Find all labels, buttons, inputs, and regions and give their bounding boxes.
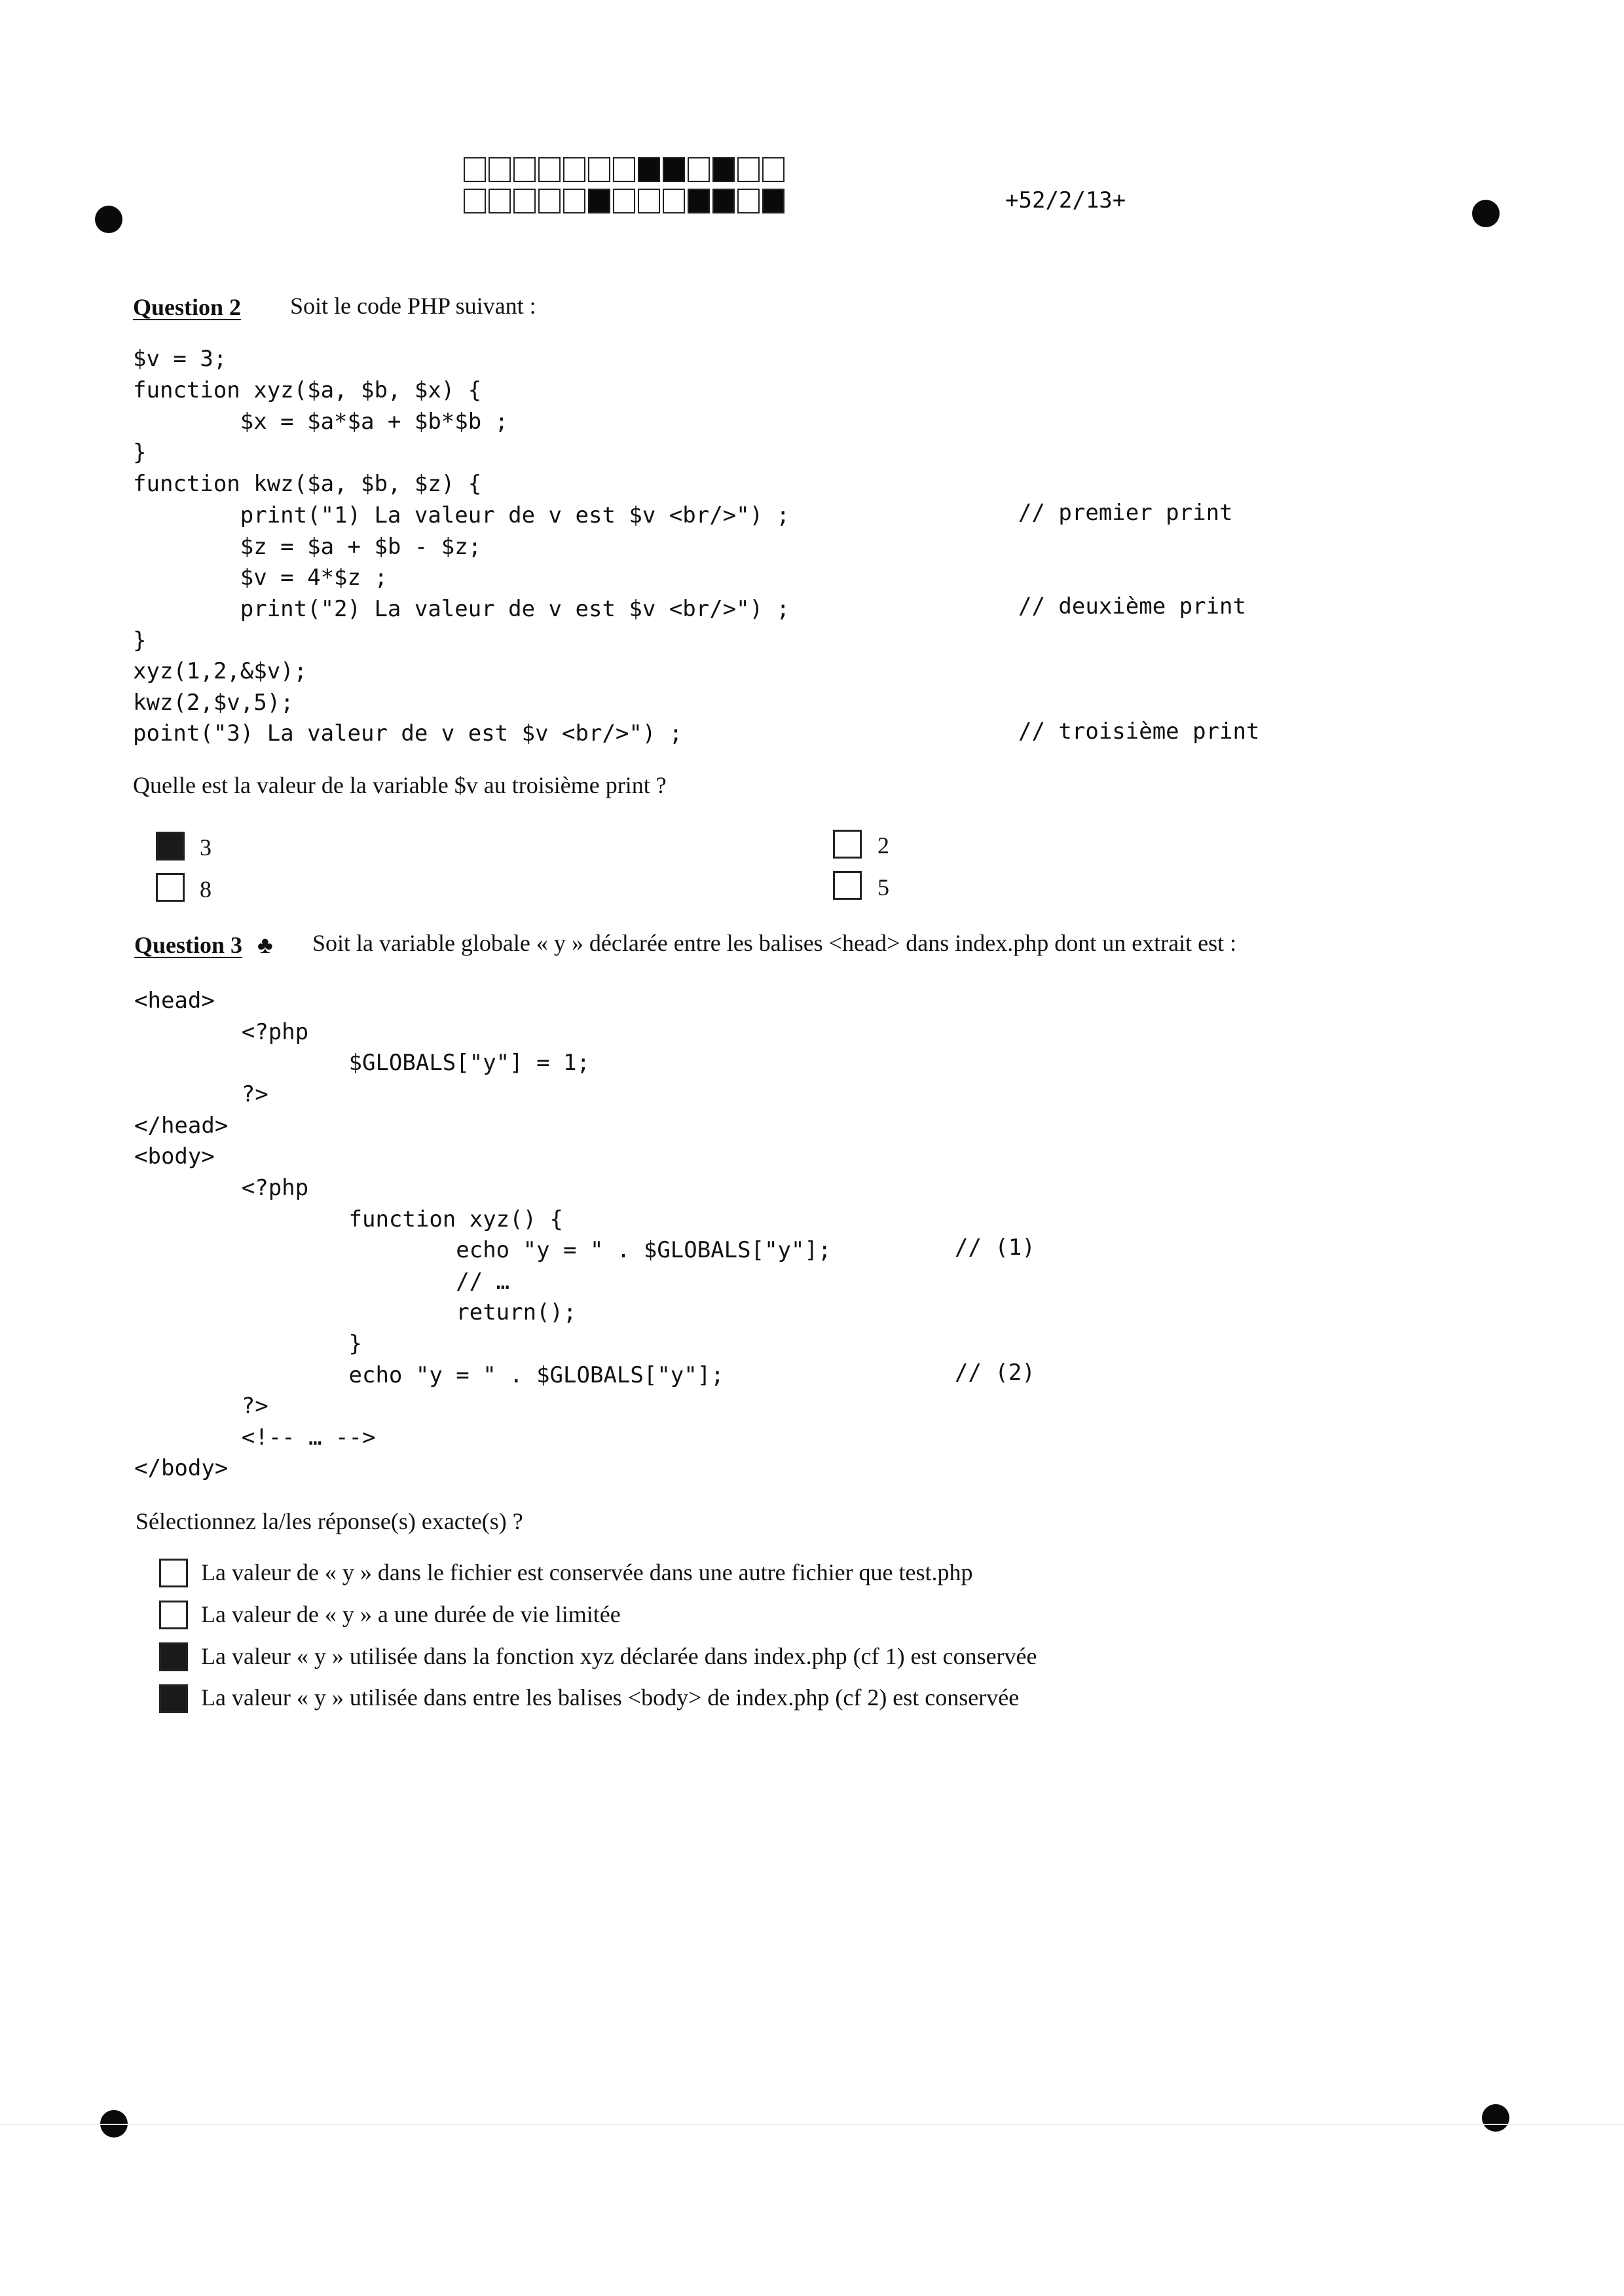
question-2-text: Quelle est la valeur de la variable $v au troisième print ? bbox=[133, 772, 667, 798]
code-line: </body> bbox=[134, 1455, 229, 1481]
code-line: xyz(1,2,&$v); bbox=[133, 658, 308, 684]
answer-label: 2 bbox=[877, 832, 889, 859]
code-line: <?php bbox=[134, 1019, 309, 1045]
barcode-cell bbox=[563, 189, 585, 213]
code-comment: // troisième print bbox=[1018, 718, 1260, 745]
barcode-cell bbox=[712, 157, 735, 182]
barcode-cell bbox=[638, 189, 660, 213]
barcode-cell bbox=[588, 157, 610, 182]
answer-label: La valeur de « y » dans le fichier est conservée dans une autre fichier que test.php bbox=[201, 1559, 973, 1585]
answer-label: 5 bbox=[877, 874, 889, 900]
code-line: print("2) La valeur de v est $v <br/>") ; bbox=[133, 596, 790, 622]
barcode-cell bbox=[663, 189, 685, 213]
registration-mark-bottom-right bbox=[1482, 2104, 1509, 2132]
code-line: <?php bbox=[134, 1175, 309, 1201]
code-line: $x = $a*$a + $b*$b ; bbox=[133, 409, 509, 435]
answer-checkbox[interactable] bbox=[156, 873, 185, 902]
barcode-cell bbox=[563, 157, 585, 182]
question-3-prompt: Soit la variable globale « y » déclarée entre les balises <head> dans index.php dont un extrait est : bbox=[312, 930, 1237, 956]
answer-checkbox[interactable] bbox=[833, 871, 862, 900]
code-line: return(); bbox=[134, 1299, 577, 1325]
barcode-row-1 bbox=[464, 157, 787, 182]
code-line: echo "y = " . $GLOBALS["y"]; bbox=[134, 1237, 832, 1263]
answer-checkbox[interactable] bbox=[833, 830, 862, 859]
barcode-cell bbox=[538, 157, 561, 182]
code-line: $v = 3; bbox=[133, 346, 227, 372]
code-line: ?> bbox=[134, 1081, 268, 1107]
barcode-cell bbox=[613, 189, 635, 213]
code-line: } bbox=[133, 627, 147, 654]
barcode-cell bbox=[464, 157, 486, 182]
barcode-cell bbox=[489, 189, 511, 213]
code-line: $v = 4*$z ; bbox=[133, 565, 388, 591]
code-line: </head> bbox=[134, 1113, 229, 1139]
answer-checkbox[interactable] bbox=[159, 1684, 188, 1713]
registration-mark-top-right bbox=[1472, 200, 1500, 227]
code-line: echo "y = " . $GLOBALS["y"]; bbox=[134, 1362, 724, 1388]
barcode-cell bbox=[663, 157, 685, 182]
barcode-cell bbox=[688, 157, 710, 182]
answer-checkbox[interactable] bbox=[159, 1559, 188, 1587]
barcode-row-2 bbox=[464, 189, 787, 213]
code-line: ?> bbox=[134, 1393, 268, 1419]
barcode-cell bbox=[513, 189, 536, 213]
code-line: function xyz($a, $b, $x) { bbox=[133, 377, 482, 403]
scan-edge-line bbox=[0, 2124, 1624, 2125]
barcode-cell bbox=[712, 189, 735, 213]
answer-label: La valeur de « y » a une durée de vie limitée bbox=[201, 1601, 621, 1627]
barcode-cell bbox=[737, 157, 760, 182]
code-comment: // (1) bbox=[955, 1234, 1035, 1261]
code-line: <head> bbox=[134, 988, 215, 1014]
barcode-cell bbox=[513, 157, 536, 182]
barcode-cell bbox=[737, 189, 760, 213]
barcode-cell bbox=[538, 189, 561, 213]
barcode-cell bbox=[489, 157, 511, 182]
club-icon: ♣ bbox=[257, 932, 273, 958]
code-line: point("3) La valeur de v est $v <br/>") ; bbox=[133, 720, 683, 747]
code-line: <!-- … --> bbox=[134, 1424, 376, 1451]
registration-mark-top-left bbox=[95, 206, 122, 233]
code-line: kwz(2,$v,5); bbox=[133, 690, 294, 716]
barcode-cell bbox=[762, 157, 784, 182]
code-line: function kwz($a, $b, $z) { bbox=[133, 471, 482, 497]
code-line: } bbox=[134, 1331, 362, 1357]
question-2-prompt: Soit le code PHP suivant : bbox=[290, 293, 536, 319]
code-line: } bbox=[133, 439, 147, 466]
page-id: +52/2/13+ bbox=[1005, 187, 1126, 213]
code-line: // … bbox=[134, 1268, 510, 1295]
barcode-cell bbox=[688, 189, 710, 213]
answer-checkbox[interactable] bbox=[159, 1642, 188, 1671]
question-3-label: Question 3 bbox=[134, 932, 243, 958]
answer-checkbox[interactable] bbox=[159, 1601, 188, 1629]
answer-label: La valeur « y » utilisée dans la fonction xyz déclarée dans index.php (cf 1) est conservée bbox=[201, 1643, 1037, 1669]
code-comment: // (2) bbox=[955, 1360, 1035, 1386]
barcode-cell bbox=[613, 157, 635, 182]
answer-label: 8 bbox=[200, 876, 212, 902]
answer-label: 3 bbox=[200, 834, 212, 861]
code-line: $z = $a + $b - $z; bbox=[133, 534, 482, 560]
code-comment: // premier print bbox=[1018, 500, 1233, 526]
barcode-cell bbox=[588, 189, 610, 213]
barcode-cell bbox=[638, 157, 660, 182]
code-line: function xyz() { bbox=[134, 1206, 564, 1232]
barcode-cell bbox=[464, 189, 486, 213]
answer-label: La valeur « y » utilisée dans entre les balises <body> de index.php (cf 2) est conservée bbox=[201, 1684, 1020, 1711]
answer-checkbox[interactable] bbox=[156, 832, 185, 861]
question-3-text: Sélectionnez la/les réponse(s) exacte(s) ? bbox=[136, 1508, 523, 1534]
code-line: $GLOBALS["y"] = 1; bbox=[134, 1050, 590, 1076]
code-line: print("1) La valeur de v est $v <br/>") ; bbox=[133, 502, 790, 528]
question-2-label: Question 2 bbox=[133, 294, 242, 320]
code-comment: // deuxième print bbox=[1018, 593, 1246, 620]
code-line: <body> bbox=[134, 1143, 215, 1170]
barcode-cell bbox=[762, 189, 784, 213]
